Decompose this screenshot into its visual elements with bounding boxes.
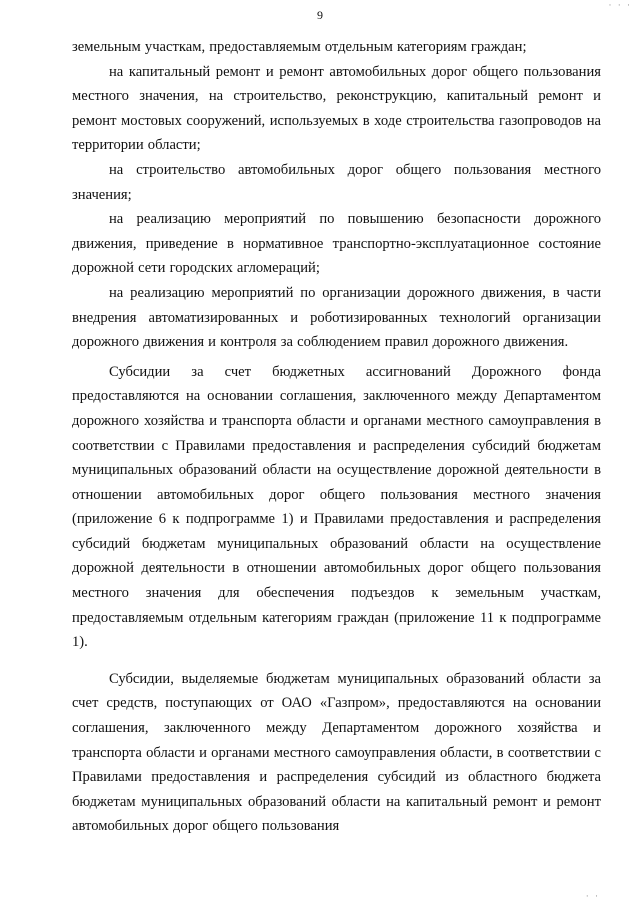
paragraph-list-item-road-safety: на реализацию мероприятий по повышению безопасности дорожного движения, приведение в нормативное транспортно-эксплуатационное состояние дорожной сети городских агломераций; xyxy=(72,211,601,277)
paragraph-list-item-capital-repair: на капитальный ремонт и ремонт автомобильных дорог общего пользования местного значения, на строительство, реконструкцию, капитальный ремонт и ремонт мостовых сооружений, используемых в ходе строительства газопроводов на территории области; xyxy=(72,63,601,154)
scan-mark-bottom: · · xyxy=(585,891,600,901)
paragraph-list-item-road-construction: на строительство автомобильных дорог общего пользования местного значения; xyxy=(72,161,601,203)
page-number: 9 xyxy=(317,8,323,22)
scan-mark-top: · · · xyxy=(608,0,632,10)
paragraph-gazprom-subsidies: Субсидии, выделяемые бюджетам муниципальных образований области за счет средств, поступающих от ОАО «Газпром», предоставляются на основании соглашения, заключенного между Департаментом дорожного хозяйства и транспорта области и органами местного самоуправления области, в соответствии с Правилами предоставления и распределения субсидий из областного бюджета бюджетам муниципальных образований области на капитальный ремонт и ремонт автомобильных дорог общего пользования xyxy=(72,670,601,835)
paragraph-continuation: земельным участкам, предоставляемым отдельным категориям граждан; xyxy=(72,39,527,55)
document-body xyxy=(72,35,601,839)
paragraph-list-item-traffic-organization: на реализацию мероприятий по организации дорожного движения, в части внедрения автоматизированных и роботизированных технологий организации дорожного движения и контроля за соблюдением правил дорожного движения. xyxy=(72,284,601,351)
paragraph-road-fund-subsidies: Субсидии за счет бюджетных ассигнований Дорожного фонда предоставляются на основании соглашения, заключенного между Департаментом дорожного хозяйства и транспорта области и органами местного самоуправления в соответствии с Правилами предоставления и распределения субсидий бюджетам муниципальных образований области на осуществление дорожной деятельности в отношении автомобильных дорог общего пользования местного значения (приложение 6 к подпрограмме 1) и Правилами предоставления и распределения субсидий бюджетам муниципальных образований области на осуществление дорожной деятельности в отношении автомобильных дорог общего пользования местного значения для обеспечения подъездов к земельным участкам, предоставляемым отдельным категориям граждан (приложение 11 к подпрограмме 1). xyxy=(72,363,601,651)
